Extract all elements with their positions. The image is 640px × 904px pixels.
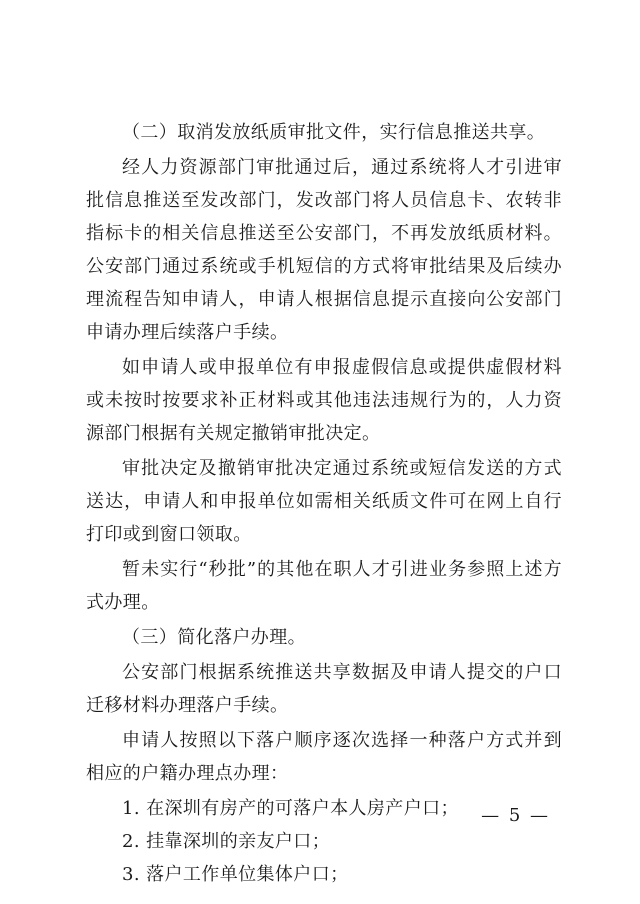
section-heading-2: （二）取消发放纸质审批文件，实行信息推送共享。	[122, 122, 546, 143]
paragraph-settlement-order: 申请人按照以下落户顺序逐次选择一种落户方式并到相应的户籍办理点办理：	[86, 730, 562, 784]
paragraph-revocation: 如申请人或申报单位有申报虚假信息或提供虚假材料或未按时按要求补正材料或其他违法违规行为的，人力资源部门根据有关规定撤销审批决定。	[86, 357, 562, 444]
page-number: — 5 —	[481, 805, 550, 826]
paragraph-delivery: 审批决定及撤销审批决定通过系统或短信发送的方式送达，申请人和申报单位如需相关纸质文件可在网上自行打印或到窗口领取。	[86, 458, 562, 545]
paragraph-info-push: 经人力资源部门审批通过后，通过系统将人才引进审批信息推送至发改部门，发改部门将人员信息卡、农转非指标卡的相关信息推送至公安部门，不再发放纸质材料。公安部门通过系统或手机短信的方式将审批结果及后续办理流程告知申请人，申请人根据信息提示直接向公安部门申请办理后续落户手续。	[86, 157, 562, 343]
paragraph-other-business: 暂未实行“秒批”的其他在职人才引进业务参照上述方式办理。	[86, 559, 562, 613]
list-item-2: 2. 挂靠深圳的亲友户口；	[122, 831, 331, 852]
paragraph-public-security: 公安部门根据系统推送共享数据及申请人提交的户口迁移材料办理落户手续。	[86, 662, 562, 716]
section-heading-3: （三）简化落户办理。	[122, 627, 306, 648]
list-item-3: 3. 落户工作单位集体户口；	[122, 864, 349, 885]
document-body	[86, 116, 562, 891]
list-item-1: 1. 在深圳有房产的可落户本人房产户口；	[122, 798, 459, 819]
